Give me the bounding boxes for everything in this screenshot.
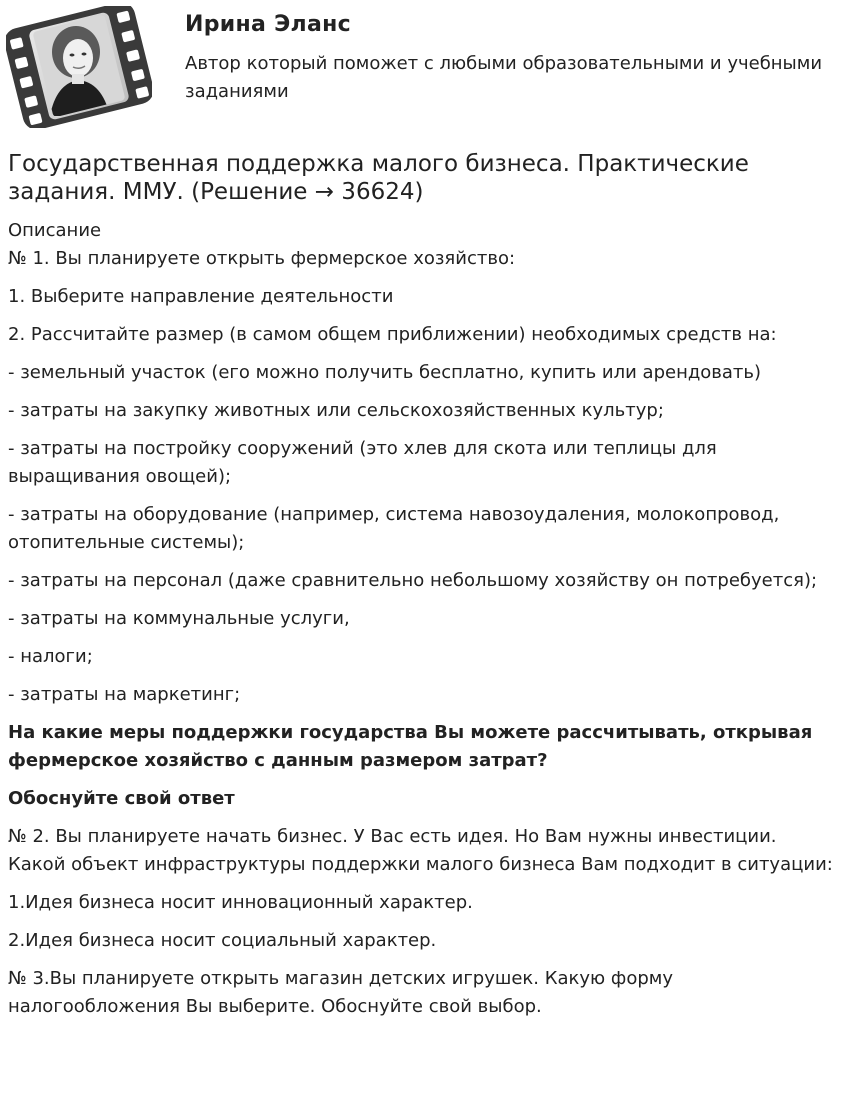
task-1-justify: Обоснуйте свой ответ (8, 788, 235, 809)
cost-item-utilities: - затраты на коммунальные услуги, (8, 608, 350, 629)
film-frame-avatar-image (6, 6, 152, 128)
cost-item-marketing: - затраты на маркетинг; (8, 684, 241, 705)
task-1-heading: № 1. Вы планируете открыть фермерское хозяйство: (8, 248, 516, 269)
task-2-case-1: 1.Идея бизнеса носит инновационный характер. (8, 892, 473, 913)
task-1-step-1: 1. Выберите направление деятельности (8, 286, 394, 307)
task-1-question: На какие меры поддержки государства Вы можете рассчитывать, открывая фермерское хозяйство с данным размером затрат? (8, 722, 813, 771)
avatar (6, 6, 152, 128)
section-label: Описание (8, 220, 102, 241)
cost-item-livestock: - затраты на закупку животных или сельскохозяйственных культур; (8, 400, 664, 421)
author-description: Автор который поможет с любыми образовательными и учебными заданиями (185, 53, 823, 102)
cost-item-equipment: - затраты на оборудование (например, система навозоудаления, молокопровод, отопительные системы); (8, 504, 780, 553)
author-name[interactable]: Ирина Эланс (185, 12, 351, 37)
task-2-heading: № 2. Вы планируете начать бизнес. У Вас есть идея. Но Вам нужны инвестиции. Какой объект инфраструктуры поддержки малого бизнеса Вам подходит в ситуации: (8, 826, 833, 875)
cost-item-buildings: - затраты на постройку сооружений (это хлев для скота или теплицы для выращивания овощей); (8, 438, 717, 487)
task-1-step-2: 2. Рассчитайте размер (в самом общем приближении) необходимых средств на: (8, 324, 777, 345)
cost-item-staff: - затраты на персонал (даже сравнительно небольшому хозяйству он потребуется); (8, 570, 818, 591)
cost-item-taxes: - налоги; (8, 646, 93, 667)
task-3-heading: № 3.Вы планируете открыть магазин детских игрушек. Какую форму налогообложения Вы выберите. Обоснуйте свой выбор. (8, 968, 673, 1017)
cost-item-land: - земельный участок (его можно получить бесплатно, купить или арендовать) (8, 362, 762, 383)
document-content (8, 217, 838, 1031)
author-header (0, 0, 847, 135)
task-2-case-2: 2.Идея бизнеса носит социальный характер. (8, 930, 437, 951)
document-title: Государственная поддержка малого бизнеса. Практические задания. ММУ. (Решение → 36624) (8, 151, 749, 205)
